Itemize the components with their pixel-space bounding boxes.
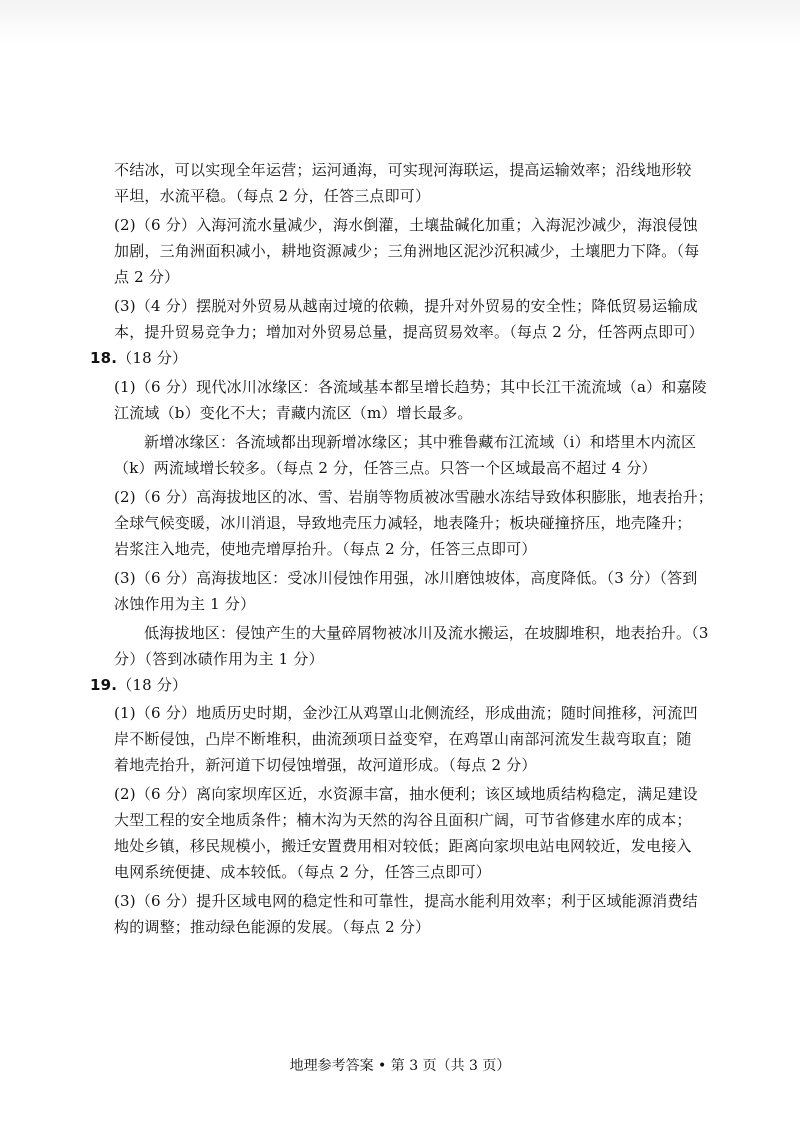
q18-part1-line-3: 新增冰缘区：各流域都出现新增冰缘区；其中雅鲁藏布江流域（i）和塔里木内流区 bbox=[144, 433, 697, 451]
q18-number: 18. bbox=[90, 349, 118, 367]
q19-part3-line-1: (3)（6 分）提升区域电网的稳定性和可靠性，提高水能利用效率；利于区域能源消费结 bbox=[114, 892, 698, 910]
page-footer: 地理参考答案 • 第 3 页（共 3 页） bbox=[289, 1058, 511, 1074]
q19-part2-line-1: (2)（6 分）离向家坝库区近，水资源丰富，抽水便利；该区域地质结构稳定，满足建设 bbox=[114, 785, 698, 803]
q18-part1-line-1: (1)（6 分）现代冰川冰缘区：各流域基本都呈增长趋势；其中长江干流流域（a）和嘉陵 bbox=[114, 378, 707, 396]
q18-part2-line-1: (2)（6 分）高海拔地区的冰、雪、岩崩等物质被冰雪融水冻结导致体积膨胀，地表抬升； bbox=[114, 488, 713, 506]
q17-part2-line-1: (2)（6 分）入海河流水量减少，海水倒灌，土壤盐碱化加重；入海泥沙减少，海浪侵蚀 bbox=[114, 216, 698, 234]
q18-part2-line-3: 岩浆注入地壳，使地壳增厚抬升。（每点 2 分，任答三点即可） bbox=[114, 540, 537, 558]
q19-part2-line-2: 大型工程的安全地质条件；楠木沟为天然的沟谷且面积广阔，可节省修建水库的成本； bbox=[114, 811, 692, 829]
q19-part1-line-1: (1)（6 分）地质历史时期，金沙江从鸡罩山北侧流经，形成曲流；随时间推移，河流凹 bbox=[114, 704, 698, 722]
q18-header bbox=[90, 348, 187, 368]
q19-part1-line-2: 岸不断侵蚀，凸岸不断堆积，曲流颈项日益变窄，在鸡罩山南部河流发生裁弯取直；随 bbox=[114, 730, 692, 748]
q17-part3-line-1: (3)（4 分）摆脱对外贸易从越南过境的依赖，提升对外贸易的安全性；降低贸易运输成 bbox=[114, 297, 698, 315]
q18-part1-line-2: 江流域（b）变化不大；青藏内流区（m）增长最多。 bbox=[114, 404, 473, 422]
q19-part3-line-2: 构的调整；推动绿色能源的发展。（每点 2 分） bbox=[114, 918, 431, 936]
q19-number: 19. bbox=[90, 676, 118, 694]
q19-part2-line-4: 电网系统便捷、成本较低。（每点 2 分，任答三点即可） bbox=[114, 863, 491, 881]
q17-line-1: 不结冰，可以实现全年运营；运河通海，可实现河海联运，提高运输效率；沿线地形较 bbox=[114, 161, 692, 179]
scan-edge bbox=[0, 0, 800, 44]
q18-part3-line-3: 低海拔地区：侵蚀产生的大量碎屑物被冰川及流水搬运，在坡脚堆积，地表抬升。（3 bbox=[144, 624, 709, 642]
q17-part2-line-2: 加剧，三角洲面积减小，耕地资源减少；三角洲地区泥沙沉积减少，土壤肥力下降。（每 bbox=[114, 242, 700, 260]
q17-line-2: 平坦，水流平稳。（每点 2 分，任答三点即可） bbox=[114, 187, 431, 205]
q19-header bbox=[90, 675, 187, 695]
q18-part1-line-4: （k）两流域增长较多。（每点 2 分，任答三点。只答一个区域最高不超过 4 分） bbox=[114, 459, 657, 477]
q18-part3-line-1: (3)（6 分）高海拔地区：受冰川侵蚀作用强，冰川磨蚀坡体，高度降低。（3 分）（答到 bbox=[114, 569, 698, 587]
q19-part2-line-3: 地处乡镇，移民规模小，搬迁安置费用相对较低；距离向家坝电站电网较近，发电接入 bbox=[114, 837, 692, 855]
q18-part3-line-2: 冰蚀作用为主 1 分） bbox=[114, 595, 256, 613]
q19-part1-line-3: 着地壳抬升，新河道下切侵蚀增强，故河道形成。（每点 2 分） bbox=[114, 756, 537, 774]
q17-part3-line-2: 本，提升贸易竞争力；增加对外贸易总量，提高贸易效率。（每点 2 分，任答两点即可） bbox=[114, 323, 704, 341]
q19-score: （18 分） bbox=[117, 676, 188, 694]
q17-part2-line-3: 点 2 分） bbox=[114, 268, 180, 286]
q18-part3-line-4: 分）（答到冰碛作用为主 1 分） bbox=[114, 650, 324, 668]
q18-part2-line-2: 全球气候变暖，冰川消退，导致地壳压力减轻，地表隆升；板块碰撞挤压，地壳隆升； bbox=[114, 514, 692, 532]
q18-score: （18 分） bbox=[117, 349, 188, 367]
